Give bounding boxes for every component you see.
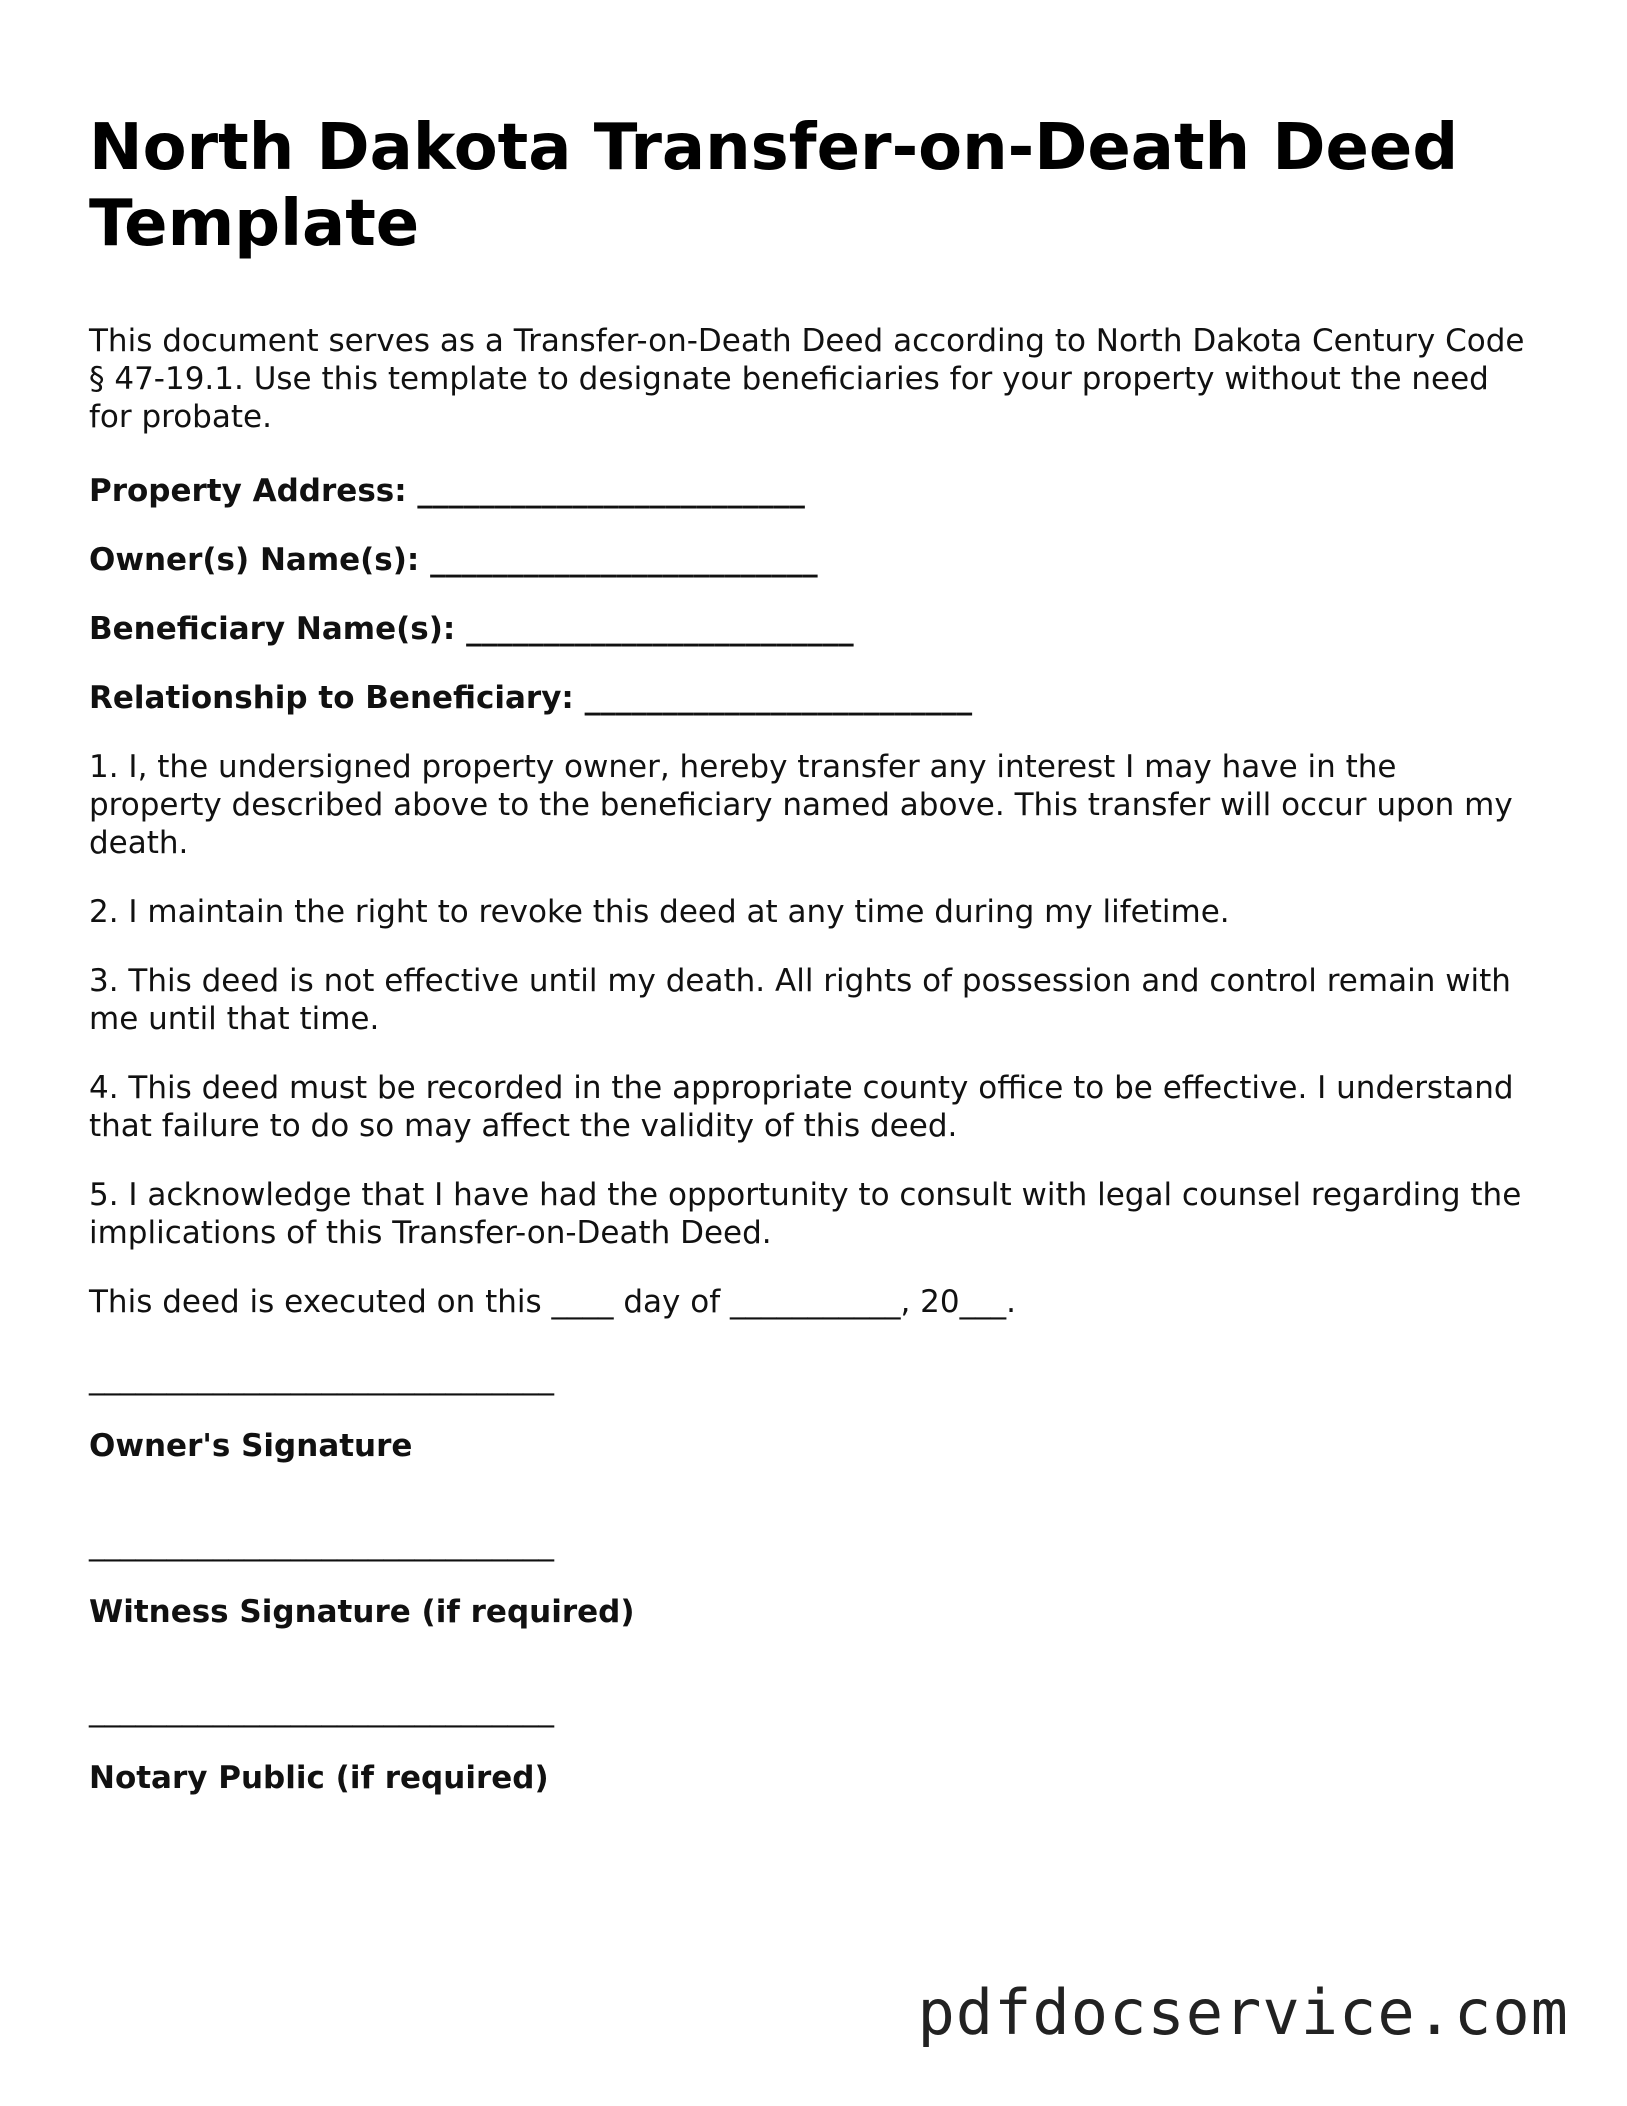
field-blank[interactable]: _________________________ <box>430 542 818 578</box>
clause-5: 5. I acknowledge that I have had the opportunity to consult with legal counsel regarding the implications of this Transfer-on-Death Deed. <box>89 1177 1522 1251</box>
witness-signature-label: Witness Signature (if required) <box>89 1594 635 1630</box>
field-label: Owner(s) Name(s): <box>89 542 420 578</box>
document-page <box>89 110 1549 1797</box>
notary-signature-label: Notary Public (if required) <box>89 1760 549 1796</box>
owner-signature-line[interactable]: ______________________________ <box>89 1360 554 1396</box>
notary-signature-line[interactable]: ______________________________ <box>89 1692 554 1728</box>
field-label: Property Address: <box>89 473 407 509</box>
field-label: Beneficiary Name(s): <box>89 611 456 647</box>
intro-paragraph: This document serves as a Transfer-on-Death Deed according to North Dakota Century Code § 47-19.1. Use this template to designate beneficiaries for your property without the need for probate. <box>89 323 1525 435</box>
field-owner-names <box>89 541 1549 579</box>
document-title: North Dakota Transfer-on-Death Deed Template <box>89 111 1459 261</box>
field-blank[interactable]: _________________________ <box>584 680 973 716</box>
clause-3: 3. This deed is not effective until my death. All rights of possession and control remain with me until that time. <box>89 963 1511 1037</box>
execution-date-line[interactable]: This deed is executed on this ____ day of ___________, 20___. <box>89 1284 1016 1320</box>
clause-4: 4. This deed must be recorded in the appropriate county office to be effective. I understand that failure to do so may affect the validity of this deed. <box>89 1070 1514 1144</box>
field-label: Relationship to Beneficiary: <box>89 680 574 716</box>
field-blank[interactable]: _________________________ <box>417 473 805 509</box>
witness-signature-line[interactable]: ______________________________ <box>89 1526 554 1562</box>
field-relationship <box>89 679 1549 717</box>
field-property-address <box>89 472 1549 510</box>
owner-signature-label: Owner's Signature <box>89 1428 413 1464</box>
clause-2: 2. I maintain the right to revoke this deed at any time during my lifetime. <box>89 894 1230 930</box>
clause-1: 1. I, the undersigned property owner, hereby transfer any interest I may have in the property described above to the beneficiary named above. This transfer will occur upon my death. <box>89 749 1513 861</box>
field-blank[interactable]: _________________________ <box>466 611 854 647</box>
watermark: pdfdocservice.com <box>917 1976 1569 2049</box>
field-beneficiary-names <box>89 610 1549 648</box>
